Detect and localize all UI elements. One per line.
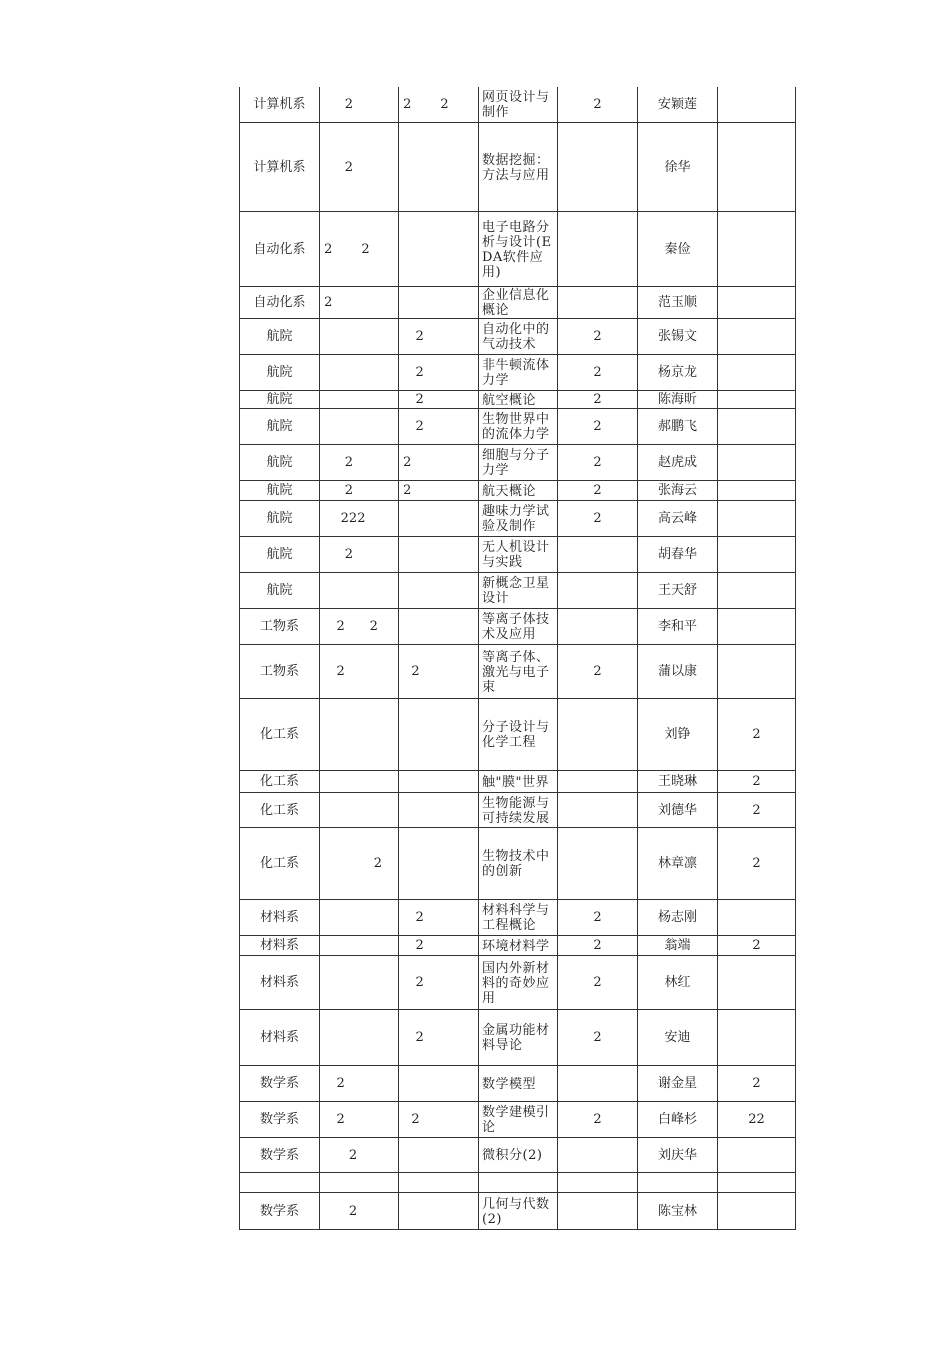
value-cell-b: 2 <box>398 645 478 698</box>
teacher-cell: 郝鹏飞 <box>637 409 717 444</box>
teacher-cell: 范玉顺 <box>637 287 717 318</box>
credit-cell: 2 <box>557 409 637 444</box>
credit-cell <box>557 1173 637 1192</box>
extra-cell: 2 <box>717 793 796 827</box>
value-cell-a <box>319 319 398 354</box>
value-cell-b <box>398 1066 478 1101</box>
extra-cell <box>717 287 796 318</box>
teacher-cell: 徐华 <box>637 123 717 211</box>
teacher-cell: 陈海昕 <box>637 391 717 408</box>
credit-cell: 2 <box>557 481 637 500</box>
value-cell-a: 2 2 <box>319 609 398 644</box>
extra-cell <box>717 609 796 644</box>
teacher-cell: 杨京龙 <box>637 355 717 390</box>
course-name-cell: 数学模型 <box>478 1066 557 1101</box>
value-cell-a: 2 <box>319 828 398 899</box>
value-cell-b: 2 <box>398 900 478 935</box>
teacher-cell: 李和平 <box>637 609 717 644</box>
credit-cell: 2 <box>557 355 637 390</box>
table-row <box>239 828 796 900</box>
table-row <box>239 481 796 501</box>
credit-cell: 2 <box>557 501 637 536</box>
extra-cell <box>717 501 796 536</box>
value-cell-a: 2 <box>319 287 398 318</box>
table-row <box>239 212 796 287</box>
value-cell-b <box>398 771 478 792</box>
course-name-cell <box>478 1173 557 1192</box>
table-row <box>239 409 796 445</box>
department-cell: 航院 <box>239 391 319 408</box>
department-cell: 航院 <box>239 573 319 608</box>
department-cell: 材料系 <box>239 900 319 935</box>
teacher-cell: 赵虎成 <box>637 445 717 480</box>
teacher-cell: 陈宝林 <box>637 1193 717 1229</box>
teacher-cell: 刘铮 <box>637 699 717 770</box>
credit-cell: 2 <box>557 445 637 480</box>
department-cell: 计算机系 <box>239 87 319 122</box>
table-row <box>239 287 796 319</box>
table-row <box>239 771 796 793</box>
course-name-cell: 自动化中的气动技术 <box>478 319 557 354</box>
value-cell-a: 222 <box>319 501 398 536</box>
value-cell-a <box>319 1010 398 1065</box>
teacher-cell: 刘庆华 <box>637 1138 717 1172</box>
table-row <box>239 1193 796 1230</box>
value-cell-b: 2 <box>398 956 478 1009</box>
course-name-cell: 非牛顿流体力学 <box>478 355 557 390</box>
table-row <box>239 1010 796 1066</box>
value-cell-b <box>398 537 478 572</box>
value-cell-a: 2 <box>319 87 398 122</box>
extra-cell <box>717 409 796 444</box>
extra-cell <box>717 1010 796 1065</box>
course-name-cell: 趣味力学试验及制作 <box>478 501 557 536</box>
value-cell-a <box>319 793 398 827</box>
department-cell: 材料系 <box>239 936 319 955</box>
department-cell: 航院 <box>239 537 319 572</box>
table-row <box>239 1138 796 1173</box>
value-cell-b <box>398 828 478 899</box>
teacher-cell: 谢金星 <box>637 1066 717 1101</box>
extra-cell <box>717 573 796 608</box>
department-cell <box>239 1173 319 1192</box>
value-cell-b <box>398 1193 478 1229</box>
credit-cell: 2 <box>557 319 637 354</box>
value-cell-a <box>319 355 398 390</box>
course-name-cell: 无人机设计与实践 <box>478 537 557 572</box>
extra-cell <box>717 87 796 122</box>
course-name-cell: 细胞与分子力学 <box>478 445 557 480</box>
value-cell-b <box>398 793 478 827</box>
course-name-cell: 环境材料学 <box>478 936 557 955</box>
department-cell: 航院 <box>239 481 319 500</box>
extra-cell <box>717 1173 796 1192</box>
course-name-cell: 微积分(2) <box>478 1138 557 1172</box>
table-row <box>239 1102 796 1138</box>
teacher-cell: 秦俭 <box>637 212 717 286</box>
department-cell: 化工系 <box>239 828 319 899</box>
extra-cell <box>717 481 796 500</box>
table-row <box>239 609 796 645</box>
course-name-cell: 等离子体、激光与电子束 <box>478 645 557 698</box>
table-row <box>239 355 796 391</box>
teacher-cell: 林章凛 <box>637 828 717 899</box>
credit-cell <box>557 573 637 608</box>
course-name-cell: 数学建模引论 <box>478 1102 557 1137</box>
credit-cell: 2 <box>557 956 637 1009</box>
department-cell: 航院 <box>239 409 319 444</box>
table-row <box>239 936 796 956</box>
value-cell-b <box>398 1138 478 1172</box>
teacher-cell: 杨志刚 <box>637 900 717 935</box>
department-cell: 计算机系 <box>239 123 319 211</box>
credit-cell: 2 <box>557 900 637 935</box>
teacher-cell: 张海云 <box>637 481 717 500</box>
value-cell-b: 2 <box>398 355 478 390</box>
value-cell-b <box>398 699 478 770</box>
table-row <box>239 699 796 771</box>
value-cell-b: 2 <box>398 481 478 500</box>
credit-cell <box>557 212 637 286</box>
table-row <box>239 391 796 409</box>
credit-cell: 2 <box>557 1102 637 1137</box>
course-name-cell: 分子设计与化学工程 <box>478 699 557 770</box>
course-name-cell: 航天概论 <box>478 481 557 500</box>
course-name-cell: 国内外新材料的奇妙应用 <box>478 956 557 1009</box>
value-cell-a: 2 <box>319 1193 398 1229</box>
department-cell: 航院 <box>239 355 319 390</box>
value-cell-a: 2 <box>319 445 398 480</box>
extra-cell <box>717 212 796 286</box>
value-cell-a: 2 <box>319 1066 398 1101</box>
value-cell-a <box>319 391 398 408</box>
department-cell: 材料系 <box>239 956 319 1009</box>
value-cell-b: 2 <box>398 1010 478 1065</box>
value-cell-b: 2 <box>398 1102 478 1137</box>
course-name-cell: 材料科学与工程概论 <box>478 900 557 935</box>
value-cell-a: 2 <box>319 1102 398 1137</box>
teacher-cell: 王晓琳 <box>637 771 717 792</box>
extra-cell <box>717 900 796 935</box>
table-row <box>239 123 796 212</box>
teacher-cell <box>637 1173 717 1192</box>
teacher-cell: 高云峰 <box>637 501 717 536</box>
department-cell: 数学系 <box>239 1066 319 1101</box>
value-cell-b: 2 <box>398 936 478 955</box>
teacher-cell: 刘德华 <box>637 793 717 827</box>
extra-cell: 22 <box>717 1102 796 1137</box>
table-row <box>239 501 796 537</box>
value-cell-b <box>398 501 478 536</box>
teacher-cell: 白峰杉 <box>637 1102 717 1137</box>
course-name-cell: 数据挖掘：方法与应用 <box>478 123 557 211</box>
extra-cell: 2 <box>717 699 796 770</box>
course-name-cell: 生物世界中的流体力学 <box>478 409 557 444</box>
teacher-cell: 胡春华 <box>637 537 717 572</box>
value-cell-b: 2 <box>398 445 478 480</box>
course-name-cell: 网页设计与制作 <box>478 87 557 122</box>
department-cell: 数学系 <box>239 1138 319 1172</box>
course-name-cell: 触"膜"世界 <box>478 771 557 792</box>
value-cell-a <box>319 900 398 935</box>
credit-cell <box>557 771 637 792</box>
credit-cell <box>557 1066 637 1101</box>
table-row <box>239 900 796 936</box>
credit-cell <box>557 123 637 211</box>
department-cell: 航院 <box>239 319 319 354</box>
credit-cell: 2 <box>557 936 637 955</box>
extra-cell <box>717 123 796 211</box>
department-cell: 数学系 <box>239 1193 319 1229</box>
value-cell-b <box>398 1173 478 1192</box>
table-row <box>239 445 796 481</box>
department-cell: 自动化系 <box>239 287 319 318</box>
value-cell-b <box>398 287 478 318</box>
credit-cell <box>557 1138 637 1172</box>
course-name-cell: 航空概论 <box>478 391 557 408</box>
extra-cell <box>717 391 796 408</box>
value-cell-a <box>319 409 398 444</box>
course-table <box>239 87 796 1230</box>
extra-cell <box>717 645 796 698</box>
department-cell: 航院 <box>239 501 319 536</box>
teacher-cell: 蒲以康 <box>637 645 717 698</box>
extra-cell <box>717 537 796 572</box>
table-row <box>239 1066 796 1102</box>
value-cell-a <box>319 1173 398 1192</box>
table-row <box>239 1173 796 1193</box>
extra-cell <box>717 445 796 480</box>
credit-cell: 2 <box>557 645 637 698</box>
department-cell: 数学系 <box>239 1102 319 1137</box>
table-row <box>239 645 796 699</box>
value-cell-b <box>398 123 478 211</box>
teacher-cell: 张锡文 <box>637 319 717 354</box>
credit-cell: 2 <box>557 1010 637 1065</box>
value-cell-a: 2 <box>319 537 398 572</box>
department-cell: 工物系 <box>239 609 319 644</box>
table-row <box>239 793 796 828</box>
department-cell: 航院 <box>239 445 319 480</box>
value-cell-b <box>398 609 478 644</box>
table-row <box>239 537 796 573</box>
credit-cell <box>557 699 637 770</box>
credit-cell: 2 <box>557 391 637 408</box>
teacher-cell: 林红 <box>637 956 717 1009</box>
extra-cell <box>717 1193 796 1229</box>
credit-cell <box>557 609 637 644</box>
extra-cell <box>717 355 796 390</box>
value-cell-b: 2 2 <box>398 87 478 122</box>
course-name-cell: 新概念卫星设计 <box>478 573 557 608</box>
value-cell-b: 2 <box>398 409 478 444</box>
value-cell-b: 2 <box>398 319 478 354</box>
value-cell-a <box>319 573 398 608</box>
value-cell-b <box>398 573 478 608</box>
credit-cell <box>557 828 637 899</box>
course-name-cell: 等离子体技术及应用 <box>478 609 557 644</box>
course-name-cell: 生物技术中的创新 <box>478 828 557 899</box>
credit-cell <box>557 1193 637 1229</box>
extra-cell: 2 <box>717 1066 796 1101</box>
value-cell-a <box>319 936 398 955</box>
table-row <box>239 956 796 1010</box>
department-cell: 工物系 <box>239 645 319 698</box>
extra-cell <box>717 956 796 1009</box>
value-cell-a <box>319 956 398 1009</box>
value-cell-a <box>319 771 398 792</box>
extra-cell: 2 <box>717 828 796 899</box>
value-cell-a <box>319 699 398 770</box>
extra-cell: 2 <box>717 936 796 955</box>
extra-cell <box>717 319 796 354</box>
department-cell: 自动化系 <box>239 212 319 286</box>
value-cell-b: 2 <box>398 391 478 408</box>
course-name-cell: 生物能源与可持续发展 <box>478 793 557 827</box>
table-row <box>239 573 796 609</box>
value-cell-b <box>398 212 478 286</box>
table-row <box>239 87 796 123</box>
value-cell-a: 2 <box>319 645 398 698</box>
department-cell: 材料系 <box>239 1010 319 1065</box>
teacher-cell: 安颖莲 <box>637 87 717 122</box>
extra-cell: 2 <box>717 771 796 792</box>
credit-cell: 2 <box>557 87 637 122</box>
value-cell-a: 2 <box>319 1138 398 1172</box>
extra-cell <box>717 1138 796 1172</box>
credit-cell <box>557 793 637 827</box>
teacher-cell: 安迪 <box>637 1010 717 1065</box>
course-name-cell: 金属功能材料导论 <box>478 1010 557 1065</box>
teacher-cell: 翁端 <box>637 936 717 955</box>
value-cell-a: 2 <box>319 481 398 500</box>
table-row <box>239 319 796 355</box>
course-name-cell: 电子电路分析与设计(EDA软件应用) <box>478 212 557 286</box>
credit-cell <box>557 537 637 572</box>
teacher-cell: 王天舒 <box>637 573 717 608</box>
value-cell-a: 2 2 <box>319 212 398 286</box>
department-cell: 化工系 <box>239 793 319 827</box>
department-cell: 化工系 <box>239 699 319 770</box>
department-cell: 化工系 <box>239 771 319 792</box>
credit-cell <box>557 287 637 318</box>
value-cell-a: 2 <box>319 123 398 211</box>
course-name-cell: 企业信息化概论 <box>478 287 557 318</box>
course-name-cell: 几何与代数(2) <box>478 1193 557 1229</box>
